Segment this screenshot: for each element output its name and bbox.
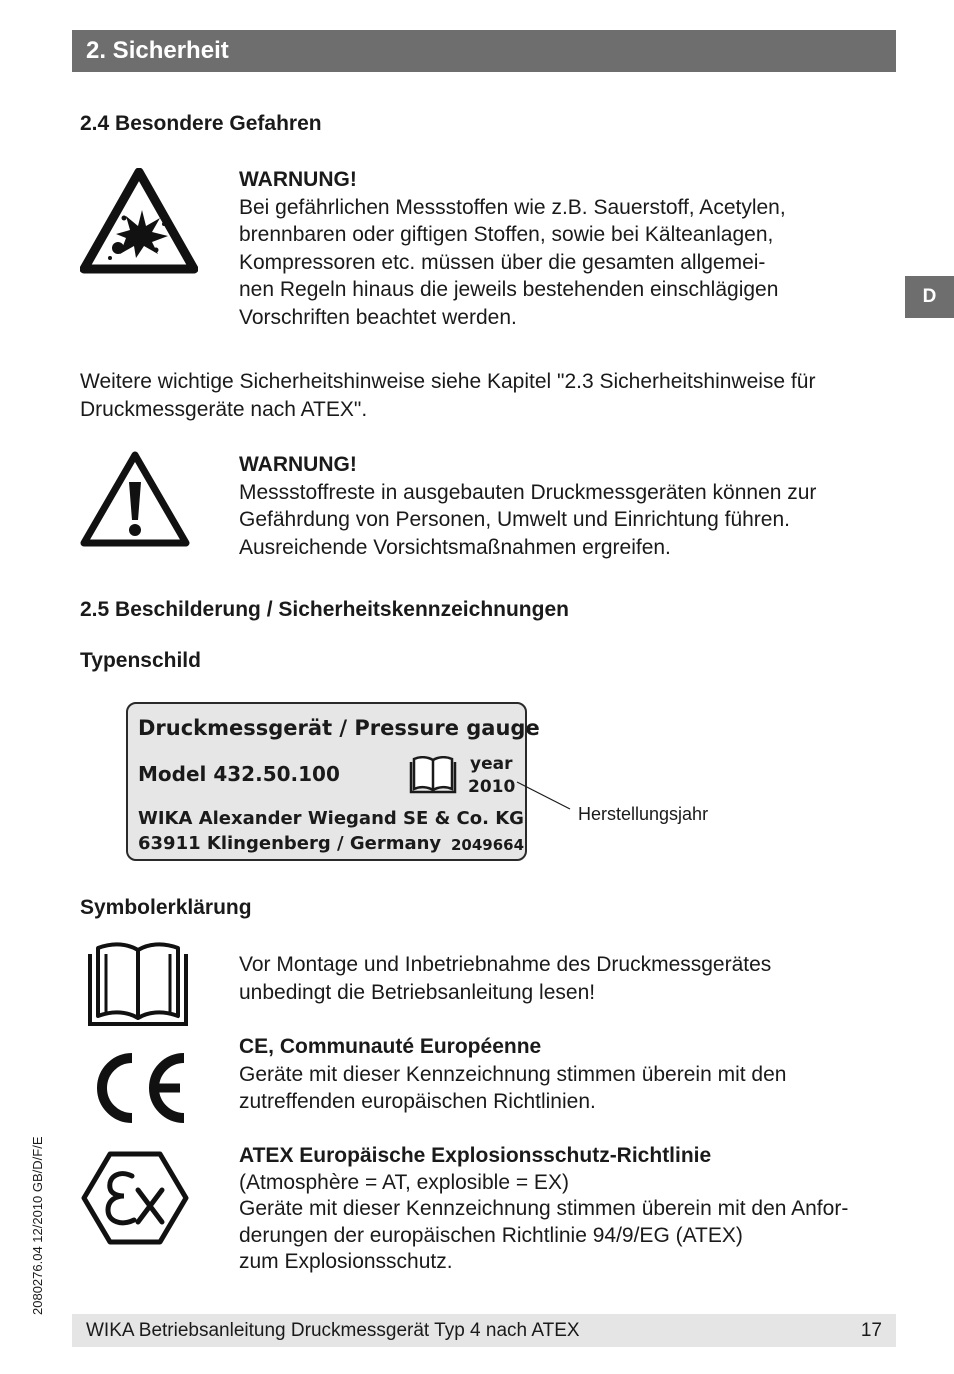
warning-1-line: brennbaren oder giftigen Stoffen, sowie bei Kälteanlagen, xyxy=(239,223,774,246)
document-code: 2080276.04 12/2010 GB/D/F/E xyxy=(30,1136,45,1315)
ce-mark-icon xyxy=(88,1050,188,1126)
explosion-warning-icon xyxy=(80,168,198,274)
footer-title: WIKA Betriebsanleitung Druckmessgerät Typ 4 nach ATEX xyxy=(86,1320,580,1341)
plate-address: 63911 Klingenberg / Germany xyxy=(138,833,442,854)
heading-2-4: 2.4 Besondere Gefahren xyxy=(80,112,322,135)
symbol-1-text xyxy=(239,951,879,1006)
plate-title: Druckmessgerät / Pressure gauge xyxy=(138,716,540,740)
manual-book-icon xyxy=(86,940,190,1028)
section-header xyxy=(72,30,896,72)
plate-serial: 2049664 xyxy=(451,836,525,854)
page-footer xyxy=(72,1314,896,1347)
warning-2-line: Gefährdung von Personen, Umwelt und Einrichtung führen. xyxy=(239,508,790,531)
section-title: 2. Sicherheit xyxy=(86,37,229,64)
symbol-2-title: CE, Communauté Européenne xyxy=(239,1035,542,1058)
warning-1-line: Vorschriften beachtet werden. xyxy=(239,305,517,329)
warning-1-line: Kompressoren etc. müssen über die gesamten allgemei- xyxy=(239,250,766,274)
note-line: Druckmessgeräte nach ATEX". xyxy=(80,397,368,421)
symbol-3-line: zum Explosionsschutz. xyxy=(239,1250,453,1273)
warning-2-title: WARNUNG! xyxy=(239,453,357,476)
symbol-2-line: Geräte mit dieser Kennzeichnung stimmen überein mit den xyxy=(239,1062,787,1086)
warning-1-text xyxy=(239,166,879,331)
manufacture-year-annotation: Herstellungsjahr xyxy=(578,804,709,824)
warning-1-line: nen Regeln hinaus die jeweils bestehenden einschlägigen xyxy=(239,278,779,301)
warning-1-title: WARNUNG! xyxy=(239,168,357,191)
plate-year-label: year xyxy=(470,754,513,774)
warning-2-text xyxy=(239,451,889,561)
nameplate xyxy=(126,702,540,861)
symbol-2-text xyxy=(239,1033,879,1116)
symbol-3-line: Geräte mit dieser Kennzeichnung stimmen überein mit den Anfor- xyxy=(239,1197,849,1220)
general-warning-icon xyxy=(80,450,190,548)
plate-model: Model 432.50.100 xyxy=(138,762,340,786)
symbols-heading: Symbolerklärung xyxy=(80,896,252,919)
symbol-3-text xyxy=(239,1143,904,1276)
symbol-3-line: (Atmosphère = AT, explosible = EX) xyxy=(239,1170,569,1194)
safety-note-paragraph xyxy=(80,368,890,423)
symbol-3-line: derungen der europäischen Richtlinie 94/9/EG (ATEX) xyxy=(239,1223,743,1247)
warning-2-line: Messstoffreste in ausgebauten Druckmessgeräten können zur xyxy=(239,480,817,504)
atex-ex-icon xyxy=(80,1150,190,1246)
symbol-3-title: ATEX Europäische Explosionsschutz-Richtlinie xyxy=(239,1144,712,1167)
warning-2-line: Ausreichende Vorsichtsmaßnahmen ergreifen. xyxy=(239,535,671,559)
plate-company: WIKA Alexander Wiegand SE & Co. KG xyxy=(138,808,524,829)
plate-book-icon xyxy=(408,756,458,796)
annotation-leader-line xyxy=(516,781,572,811)
plate-year-value: 2010 xyxy=(468,777,516,797)
symbol-2-line: zutreffenden europäischen Richtlinien. xyxy=(239,1090,596,1113)
heading-2-5: 2.5 Beschilderung / Sicherheitskennzeichnungen xyxy=(80,598,569,621)
typenschild-heading: Typenschild xyxy=(80,649,201,672)
note-line: Weitere wichtige Sicherheitshinweise siehe Kapitel "2.3 Sicherheitshinweise für xyxy=(80,370,816,393)
language-tab-label: D xyxy=(922,286,937,307)
symbol-1-line: unbedingt die Betriebsanleitung lesen! xyxy=(239,980,596,1004)
symbol-1-line: Vor Montage und Inbetriebnahme des Druckmessgerätes xyxy=(239,953,772,976)
warning-1-line: Bei gefährlichen Messstoffen wie z.B. Sauerstoff, Acetylen, xyxy=(239,195,786,219)
language-tab[interactable] xyxy=(905,276,954,318)
page-number: 17 xyxy=(860,1320,882,1341)
